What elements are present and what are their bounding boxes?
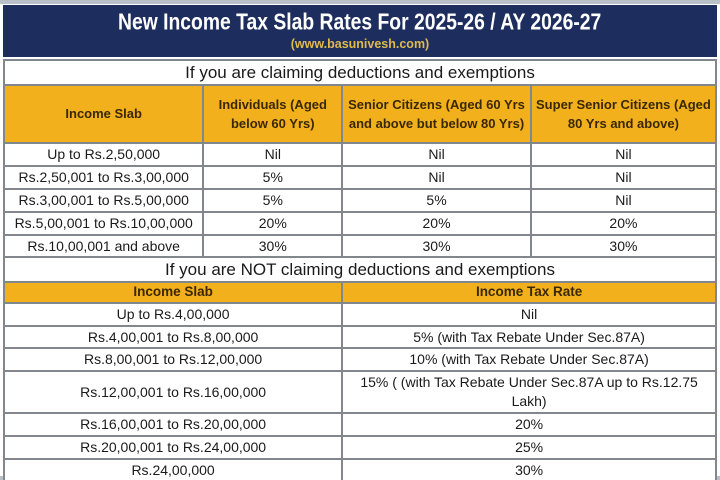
- senior-rate-cell: Nil: [342, 143, 531, 166]
- income-slab-cell: Rs.12,00,001 to Rs.16,00,000: [4, 371, 342, 413]
- income-slab-cell: Rs.3,00,001 to Rs.5,00,000: [4, 189, 203, 212]
- tax-rate-cell: 25%: [342, 436, 716, 459]
- individuals-rate-cell: Nil: [203, 143, 342, 166]
- column-header-senior-citizens: Senior Citizens (Aged 60 Yrs and above but below 80 Yrs): [342, 85, 531, 143]
- section-heading-not-claiming-deductions: If you are NOT claiming deductions and exemptions: [4, 257, 716, 282]
- income-slab-cell: Rs.5,00,001 to Rs.10,00,000: [4, 212, 203, 235]
- site-url: (www.basunivesh.com): [290, 37, 430, 51]
- individuals-rate-cell: 20%: [203, 212, 342, 235]
- table-row: [4, 212, 716, 235]
- old-regime-heading-section: [4, 60, 716, 143]
- senior-rate-cell: 20%: [342, 212, 531, 235]
- super-senior-rate-cell: Nil: [531, 189, 716, 212]
- tax-rate-cell: 10% (with Tax Rebate Under Sec.87A): [342, 348, 716, 371]
- table-row: [4, 459, 716, 480]
- column-header-income-slab-2: Income Slab: [4, 282, 342, 302]
- individuals-rate-cell: 5%: [203, 189, 342, 212]
- individuals-rate-cell: 30%: [203, 235, 342, 258]
- senior-rate-cell: Nil: [342, 166, 531, 189]
- income-slab-cell: Up to Rs.2,50,000: [4, 143, 203, 166]
- table-row: [4, 235, 716, 258]
- tax-rate-cell: 5% (with Tax Rebate Under Sec.87A): [342, 326, 716, 349]
- section-heading-claiming-deductions: If you are claiming deductions and exemptions: [4, 60, 716, 85]
- super-senior-rate-cell: Nil: [531, 143, 716, 166]
- column-header-income-slab: Income Slab: [4, 85, 203, 143]
- income-slab-cell: Rs.2,50,001 to Rs.3,00,000: [4, 166, 203, 189]
- new-regime-heading-section: [4, 257, 716, 302]
- column-header-income-tax-rate: Income Tax Rate: [342, 282, 716, 302]
- income-slab-cell: Rs.8,00,001 to Rs.12,00,000: [4, 348, 342, 371]
- column-header-individuals: Individuals (Aged below 60 Yrs): [203, 85, 342, 143]
- page-title: New Income Tax Slab Rates For 2025-26 / AY 2026-27: [118, 9, 602, 36]
- table-row: [4, 436, 716, 459]
- income-slab-cell: Rs.20,00,001 to Rs.24,00,000: [4, 436, 342, 459]
- table-row: [4, 166, 716, 189]
- income-slab-cell: Rs.10,00,001 and above: [4, 235, 203, 258]
- new-regime-rows: [4, 303, 716, 480]
- tax-rate-cell: Nil: [342, 303, 716, 326]
- new-regime-header-row: [4, 282, 716, 302]
- individuals-rate-cell: 5%: [203, 166, 342, 189]
- table-row: [4, 413, 716, 436]
- tax-rate-cell: 20%: [342, 413, 716, 436]
- table-row: [4, 348, 716, 371]
- table-row: [4, 326, 716, 349]
- table-row: [4, 371, 716, 413]
- senior-rate-cell: 30%: [342, 235, 531, 258]
- income-slab-cell: Rs.24,00,000: [4, 459, 342, 480]
- super-senior-rate-cell: Nil: [531, 166, 716, 189]
- old-regime-rows: [4, 143, 716, 257]
- tax-rate-cell: 30%: [342, 459, 716, 480]
- super-senior-rate-cell: 30%: [531, 235, 716, 258]
- income-tax-slab-table: [3, 59, 717, 480]
- income-slab-cell: Rs.4,00,001 to Rs.8,00,000: [4, 326, 342, 349]
- income-slab-cell: Up to Rs.4,00,000: [4, 303, 342, 326]
- senior-rate-cell: 5%: [342, 189, 531, 212]
- table-row: [4, 189, 716, 212]
- title-bar: [3, 5, 717, 57]
- super-senior-rate-cell: 20%: [531, 212, 716, 235]
- table-row: [4, 303, 716, 326]
- table-row: [4, 143, 716, 166]
- tax-rate-cell: 15% ( (with Tax Rebate Under Sec.87A up to Rs.12.75 Lakh): [342, 371, 716, 413]
- old-regime-header-row: [4, 85, 716, 143]
- income-slab-cell: Rs.16,00,001 to Rs.20,00,000: [4, 413, 342, 436]
- column-header-super-senior-citizens: Super Senior Citizens (Aged 80 Yrs and above): [531, 85, 716, 143]
